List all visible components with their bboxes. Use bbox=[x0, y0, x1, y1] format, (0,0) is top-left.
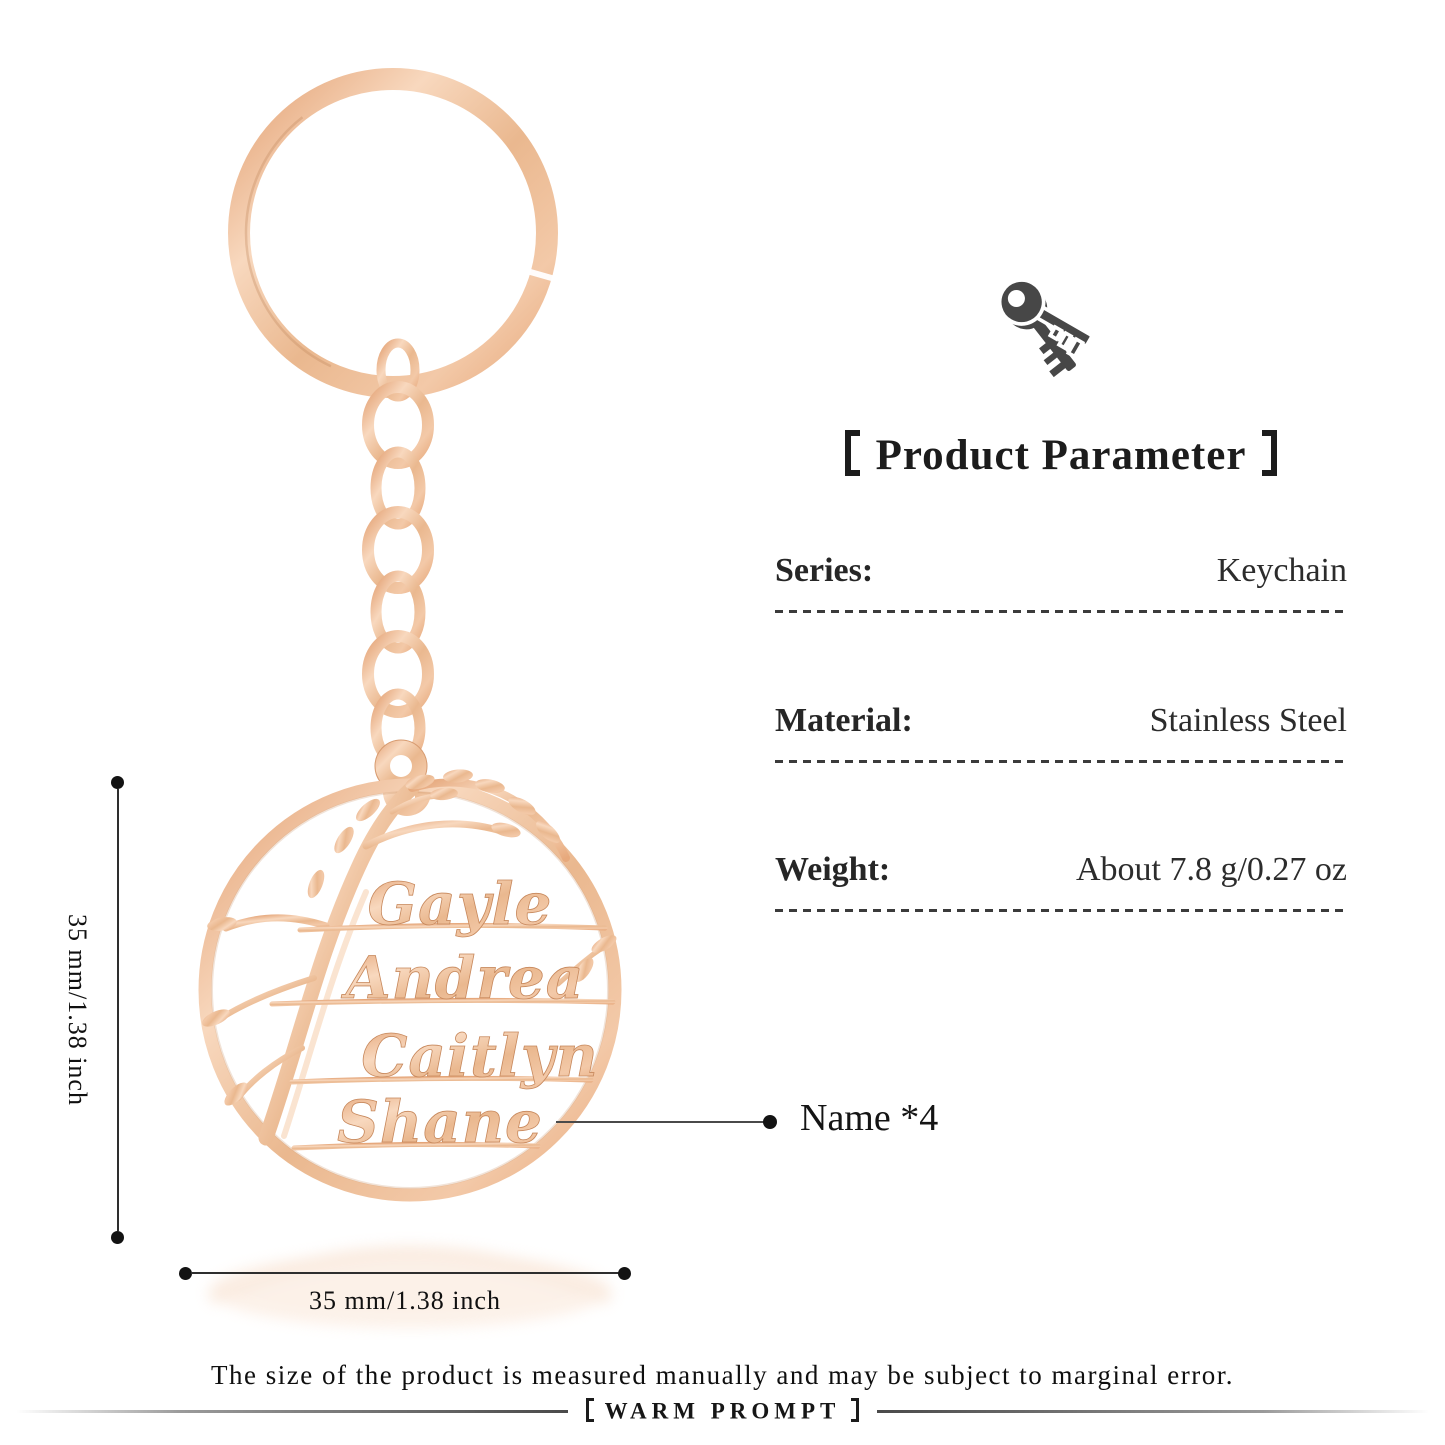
param-value-material: Stainless Steel bbox=[1149, 702, 1347, 739]
dim-width-line bbox=[191, 1272, 619, 1274]
param-row-series bbox=[775, 552, 1347, 590]
dim-height-label: 35 mm/1.38 inch bbox=[63, 914, 92, 1106]
left-lenticular-bracket bbox=[845, 430, 860, 476]
divider-dashed bbox=[775, 610, 1347, 613]
parameter-heading bbox=[775, 430, 1347, 480]
pendant-names bbox=[337, 870, 599, 1156]
warm-prompt-row bbox=[0, 1398, 1445, 1425]
pendant-name-1: Gayle bbox=[367, 870, 553, 938]
dim-height-line bbox=[117, 789, 119, 1231]
left-lenticular-bracket bbox=[586, 1398, 594, 1422]
warm-prompt-label bbox=[586, 1398, 858, 1425]
dim-height-bottom-dot bbox=[111, 1231, 124, 1244]
dim-height-top-dot bbox=[111, 776, 124, 789]
right-lenticular-bracket bbox=[1262, 430, 1277, 476]
right-lenticular-bracket bbox=[851, 1398, 859, 1422]
param-label-series: Series: bbox=[775, 552, 874, 589]
pendant-name-4: Shane bbox=[337, 1088, 543, 1156]
dim-width-right-dot bbox=[618, 1267, 631, 1280]
warm-prompt-left-line bbox=[16, 1410, 568, 1413]
warm-prompt-text: WARM PROMPT bbox=[604, 1398, 840, 1424]
param-row-material bbox=[775, 702, 1347, 740]
size-disclaimer: The size of the product is measured manually and may be subject to marginal error. bbox=[211, 1360, 1234, 1390]
key-ring bbox=[198, 40, 589, 428]
pendant-name-3: Caitlyn bbox=[361, 1022, 599, 1090]
keychain-product-image bbox=[60, 40, 700, 1340]
divider-dashed bbox=[775, 909, 1347, 912]
param-row-weight bbox=[775, 851, 1347, 889]
tree-of-life-pendant bbox=[200, 768, 619, 1195]
param-value-weight: About 7.8 g/0.27 oz bbox=[1075, 851, 1347, 888]
pendant-name-2: Andrea bbox=[345, 944, 585, 1012]
callout-label: Name *4 bbox=[800, 1097, 939, 1139]
dim-width-label: 35 mm/1.38 inch bbox=[309, 1286, 501, 1315]
chain bbox=[368, 343, 428, 762]
warm-prompt-right-line bbox=[877, 1410, 1429, 1413]
keys-icon bbox=[992, 268, 1114, 390]
divider-dashed bbox=[775, 760, 1347, 763]
param-label-weight: Weight: bbox=[775, 851, 891, 888]
param-value-series: Keychain bbox=[1216, 552, 1347, 589]
callout-dot bbox=[763, 1115, 777, 1129]
param-label-material: Material: bbox=[775, 702, 913, 739]
parameter-heading-text: Product Parameter bbox=[875, 431, 1247, 479]
callout-line bbox=[556, 1121, 766, 1123]
